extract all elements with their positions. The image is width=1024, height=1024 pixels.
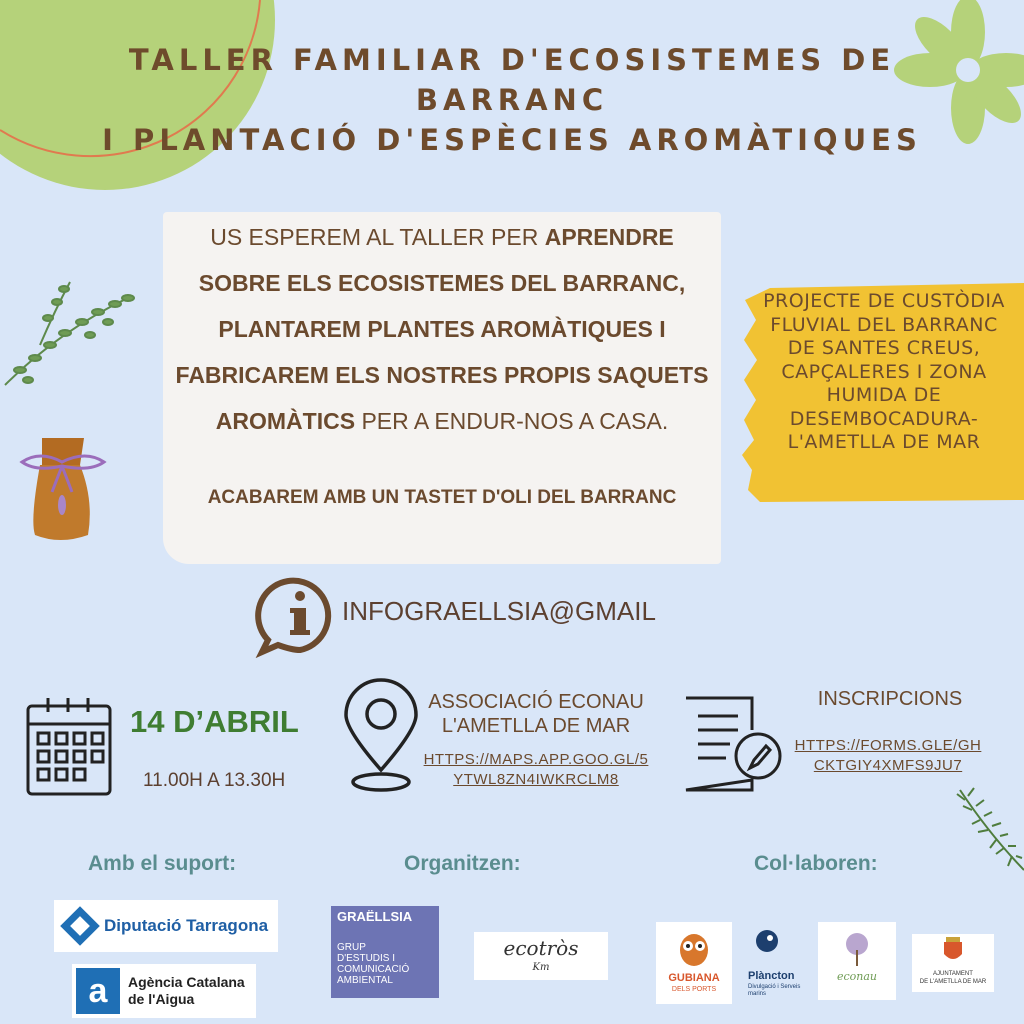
intro-part-1: US ESPEREM AL TALLER PER xyxy=(210,224,545,250)
title-line-1: TALLER FAMILIAR D'ECOSISTEMES DE xyxy=(128,43,896,77)
graellsia-subtitle: GRUP D'ESTUDIS I COMUNICACIÓ AMBIENTAL xyxy=(337,942,410,986)
gubiana-logo xyxy=(656,922,732,1004)
aca-line-1: Agència Catalana xyxy=(128,974,245,990)
gubiana-subtitle: DELS PORTS xyxy=(671,986,717,993)
document-icon xyxy=(686,698,780,790)
thyme-sprig-decoration xyxy=(5,282,134,385)
contact-email[interactable]: INFOGRAELLSIA@GMAIL xyxy=(342,596,656,626)
organizers-heading: Organitzen: xyxy=(404,852,521,875)
intro-bold: APRENDRE SOBRE ELS ECOSISTEMES DEL BARRANC, PLANTAREM PLANTES AROMÀTIQUES I FABRICAREM ELS NOSTRES PROPIS SAQUETS AROMÀTICS xyxy=(175,224,709,434)
location-pin-icon xyxy=(346,680,416,790)
calendar-icon xyxy=(28,698,110,794)
forms-link[interactable]: HTTPS://FORMS.GLE/GHCKTGIY4XMFS9JU7 xyxy=(794,737,982,774)
aca-logo xyxy=(72,964,256,1018)
intro-part-2: PER A ENDUR-NOS A CASA. xyxy=(355,408,669,434)
rosemary-decoration xyxy=(957,788,1024,870)
page-title xyxy=(0,40,1024,160)
gubiana-name: GUBIANA xyxy=(668,972,720,984)
diputacio-name: Diputació Tarragona xyxy=(104,916,269,935)
ajuntament-line-2: DE L'AMETLLA DE MAR xyxy=(919,979,987,985)
title-line-2: BARRANC xyxy=(415,83,609,117)
intro-closing: ACABAREM AMB UN TASTET D'OLI DEL BARRANC xyxy=(207,487,677,508)
support-heading: Amb el suport: xyxy=(88,852,237,875)
plancton-subtitle: Divulgació i Serveis marins xyxy=(748,984,801,997)
intro-text xyxy=(172,214,712,444)
tree-icon xyxy=(842,932,872,968)
collaborators-heading: Col·laboren: xyxy=(754,852,878,875)
econau-logo xyxy=(818,922,896,1000)
title-line-3: I PLANTACIÓ D'ESPÈCIES AROMÀTIQUES xyxy=(102,123,922,157)
diputacio-emblem-icon xyxy=(60,906,100,946)
aca-emblem-icon: a xyxy=(76,968,120,1014)
ajuntament-line-1: AJUNTAMENT xyxy=(933,971,973,977)
econau-name: econau xyxy=(836,970,878,983)
event-date: 14 D’ABRIL xyxy=(130,704,299,739)
plancton-logo xyxy=(744,926,806,998)
plancton-emblem-icon xyxy=(752,926,782,956)
maps-link[interactable]: HTTPS://MAPS.APP.GOO.GL/5YTWL8ZN4IWKRCLM8 xyxy=(423,751,649,788)
event-time: 11.00H A 13.30H xyxy=(143,770,286,791)
registration-label: INSCRIPCIONS xyxy=(817,688,963,710)
ajuntament-logo xyxy=(912,934,994,992)
diputacio-logo xyxy=(54,900,278,952)
graellsia-logo xyxy=(331,906,439,998)
project-text: PROJECTE DE CUSTÒDIA FLUVIAL DEL BARRANC DE SANTES CREUS, CAPÇALERES I ZONA HUMIDA DE DESEMBOCADURA-L'AMETLLA DE MAR xyxy=(763,290,1005,453)
graellsia-title: GRAËLLSIA xyxy=(337,909,413,924)
ecotros-name: ecotròs xyxy=(503,936,579,960)
coat-of-arms-icon xyxy=(942,936,964,966)
aca-line-2: de l'Aigua xyxy=(128,991,195,1007)
location-name: ASSOCIACIÓ ECONAU L'AMETLLA DE MAR xyxy=(428,691,644,737)
ajuntament-name xyxy=(912,970,994,986)
aca-name xyxy=(128,974,245,1008)
sachet-decoration xyxy=(22,438,104,540)
plancton-name: Plàncton xyxy=(748,970,795,982)
info-icon xyxy=(258,581,328,652)
owl-icon xyxy=(674,928,714,968)
ecotros-logo xyxy=(474,932,608,980)
ecotros-subtitle: Km xyxy=(532,962,550,973)
